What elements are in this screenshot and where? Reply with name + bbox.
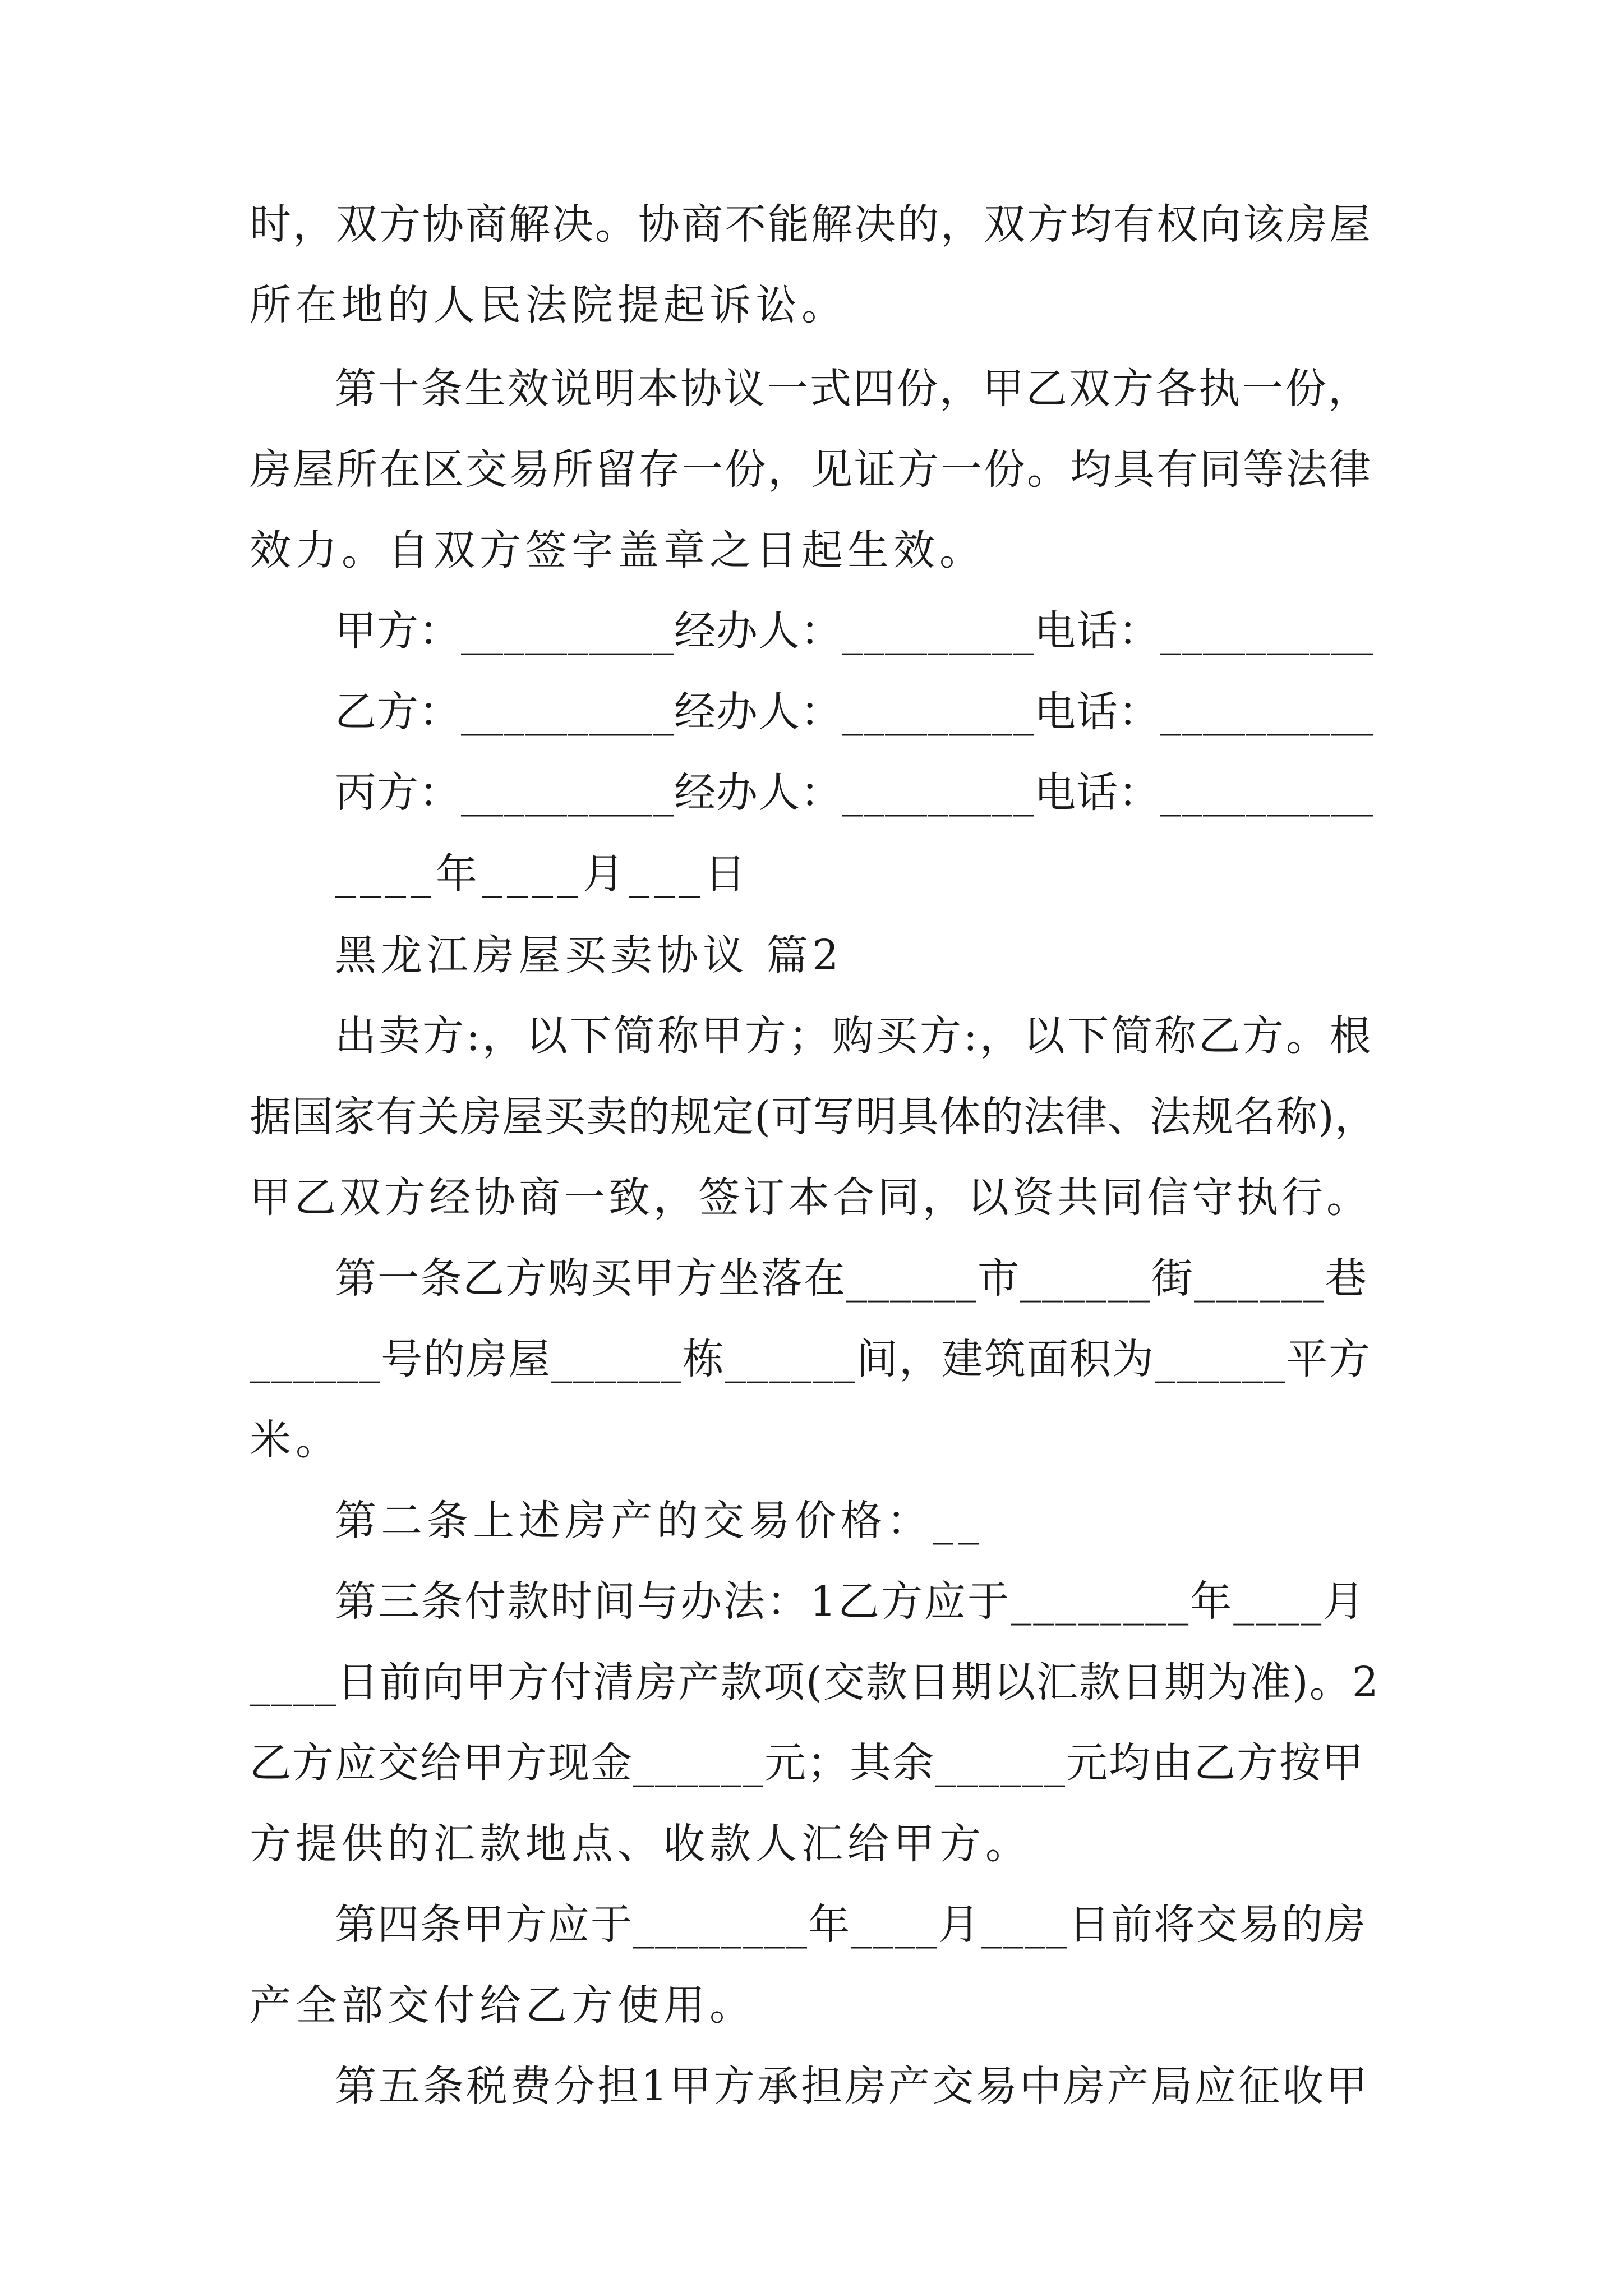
- text-line: 第五条税费分担1甲方承担房产交易中房产局应征收甲: [335, 2062, 1370, 2110]
- text-line: 乙方应交给甲方现金______元；其余______元均由乙方按甲: [250, 1739, 1364, 1787]
- text-line: 效力。自双方签字盖章之日起生效。: [250, 526, 985, 574]
- signature-line-party-c: 丙方：__________经办人：_________电话：__________: [335, 769, 1373, 817]
- text-line: ______号的房屋______栋______间，建筑面积为______平方: [250, 1335, 1371, 1383]
- text-line: 第三条付款时间与办法：1乙方应于________年____月: [335, 1577, 1367, 1626]
- text-line: 第十条生效说明本协议一式四份，甲乙双方各执一份，: [335, 365, 1371, 413]
- text-line: 甲乙双方经协商一致，签订本合同，以资共同信守执行。: [250, 1174, 1371, 1222]
- section-heading: 黑龙江房屋买卖协议 篇2: [335, 931, 843, 979]
- text-line: 产全部交付给乙方使用。: [250, 1981, 755, 2030]
- text-line: 据国家有关房屋买卖的规定(可写明具体的法律、法规名称)，: [250, 1093, 1377, 1141]
- signature-line-party-b: 乙方：__________经办人：_________电话：__________: [335, 688, 1373, 736]
- text-line: 方提供的汇款地点、收款人汇给甲方。: [250, 1820, 1031, 1868]
- text-line: ____日前向甲方付清房产款项(交款日期以汇款日期为准)。2: [250, 1658, 1380, 1706]
- text-line: 所在地的人民法院提起诉讼。: [250, 281, 847, 329]
- text-line: 房屋所在区交易所留存一份，见证方一份。均具有同等法律: [250, 445, 1372, 494]
- text-line: 出卖方:，以下简称甲方；购买方:，以下简称乙方。根: [335, 1012, 1373, 1060]
- signature-line-party-a: 甲方：__________经办人：_________电话：__________: [335, 607, 1373, 655]
- text-line: 米。: [250, 1416, 342, 1464]
- text-line: 第四条甲方应于________年____月____日前将交易的房: [335, 1901, 1367, 1949]
- text-line: 第二条上述房产的交易价格：__: [335, 1497, 983, 1545]
- text-line: 时，双方协商解决。协商不能解决的，双方均有权向该房屋: [250, 200, 1372, 249]
- date-line: ____年____月___日: [335, 850, 750, 898]
- text-line: 第一条乙方购买甲方坐落在______市______街______巷: [335, 1254, 1368, 1303]
